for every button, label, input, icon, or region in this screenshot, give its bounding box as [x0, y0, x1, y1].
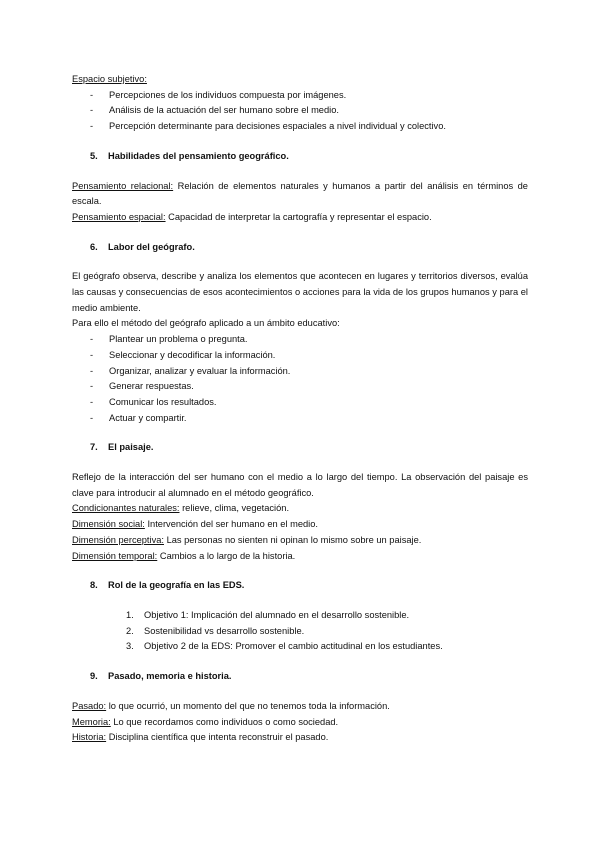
- definition-relational-thinking: Pensamiento relacional: Relación de elementos naturales y humanos a partir del análisis en términos de escala.: [72, 180, 528, 207]
- definition-temporal-dimension: Dimensión temporal: Cambios a lo largo de la historia.: [72, 550, 296, 561]
- subjective-space-list: [72, 88, 528, 135]
- eds-objectives-list: [72, 608, 528, 655]
- method-steps-list: [72, 332, 528, 426]
- list-item: - Organizar, analizar y evaluar la información.: [90, 365, 291, 376]
- definition-memory: Memoria: Lo que recordamos como individuos o como sociedad.: [72, 716, 339, 727]
- section-heading-8: 8. Rol de la geografía en las EDS.: [90, 580, 245, 591]
- list-item: 3. Objetivo 2 de la EDS: Promover el cambio actitudinal en los estudiantes.: [126, 641, 443, 652]
- definition-natural-conditions: Condicionantes naturales: relieve, clima, vegetación.: [72, 503, 290, 514]
- list-item: - Generar respuestas.: [90, 381, 194, 392]
- definition-history: Historia: Disciplina científica que intenta reconstruir el pasado.: [72, 732, 329, 743]
- geographer-paragraph: El geógrafo observa, describe y analiza los elementos que acontecen en lugares y territorios diversos, evalúa las causas y consecuencias de esos acontecimientos o acciones para la vida de los grupos humanos y para el medio ambiente.: [72, 271, 528, 313]
- list-item: - Análisis de la actuación del ser humano sobre el medio.: [90, 105, 339, 116]
- landscape-paragraph: Reflejo de la interacción del ser humano con el medio a lo largo del tiempo. La observación del paisaje es clave para introducir al alumnado en el método geográfico.: [72, 472, 528, 498]
- list-item: 1. Objetivo 1: Implicación del alumnado en el desarrollo sostenible.: [126, 609, 410, 620]
- method-intro: Para ello el método del geógrafo aplicado a un ámbito educativo:: [72, 318, 340, 329]
- document-body: [72, 72, 528, 746]
- list-item: 2. Sostenibilidad vs desarrollo sostenible.: [126, 625, 305, 636]
- section-heading-9: 9. Pasado, memoria e historia.: [90, 671, 232, 682]
- definition-perceptive-dimension: Dimensión perceptiva: Las personas no sienten ni opinan lo mismo sobre un paisaje.: [72, 534, 422, 545]
- list-item: - Comunicar los resultados.: [90, 396, 217, 407]
- definition-social-dimension: Dimensión social: Intervención del ser humano en el medio.: [72, 519, 318, 530]
- section-heading-7: 7. El paisaje.: [90, 442, 154, 453]
- section-heading-5: 5. Habilidades del pensamiento geográfico.: [90, 150, 289, 161]
- list-item: - Plantear un problema o pregunta.: [90, 334, 248, 345]
- subjective-space-term: Espacio subjetivo:: [72, 74, 147, 84]
- list-item: - Percepción determinante para decisiones espaciales a nivel individual y colectivo.: [90, 121, 446, 132]
- list-item: - Actuar y compartir.: [90, 412, 187, 423]
- section-heading-6: 6. Labor del geógrafo.: [90, 241, 195, 252]
- list-item: - Seleccionar y decodificar la información.: [90, 349, 276, 360]
- list-item: - Percepciones de los individuos compuesta por imágenes.: [90, 89, 347, 100]
- definition-spatial-thinking: Pensamiento espacial: Capacidad de interpretar la cartografía y representar el espacio.: [72, 211, 432, 222]
- definition-past: Pasado: lo que ocurrió, un momento del que no tenemos toda la información.: [72, 700, 390, 711]
